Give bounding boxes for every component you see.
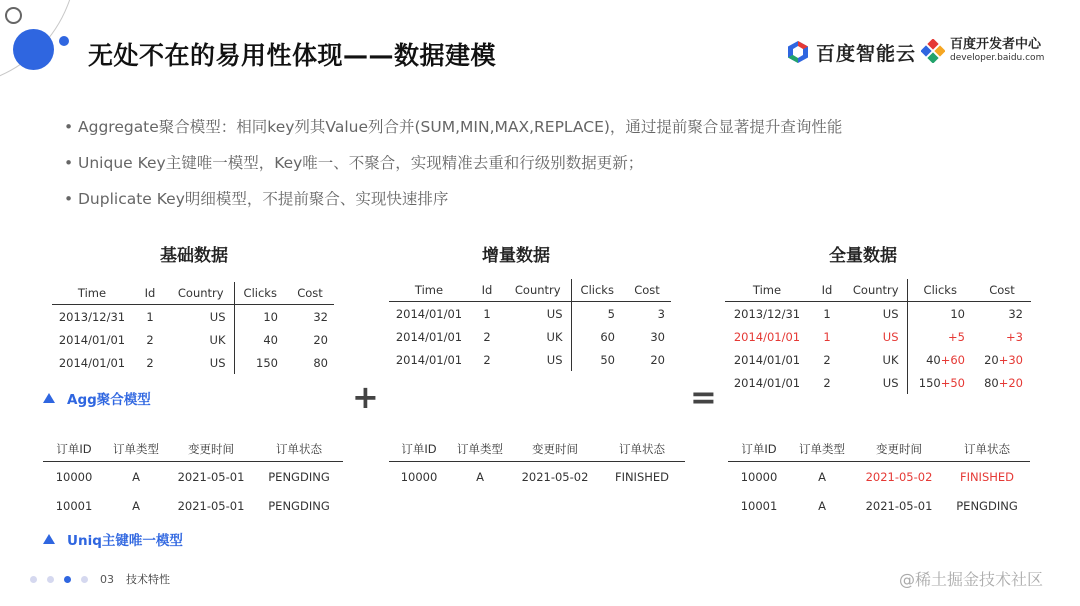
col-order-id: 订单ID [56,442,92,456]
cell-clicks: 40+60 [907,348,973,371]
uniq-model-label: Uniq主键唯一模型 [43,529,183,549]
cell-clicks: 40 [234,328,286,351]
cell-change-time: 2021-05-01 [177,498,245,513]
col-change-time: 变更时间 [188,442,234,456]
developer-logo-title: 百度开发者中心 [950,37,1042,52]
baidu-cloud-logo-icon [786,40,810,64]
cell-cost: 80+20 [984,375,1023,390]
col-id: Id [481,283,493,297]
table-row [52,305,334,329]
cell-cost: 32 [1008,306,1023,321]
cell-time: 2013/12/31 [58,309,126,324]
baidu-cloud-logo-text: 百度智能云 [816,42,917,65]
col-cost: Cost [989,283,1015,297]
cell-change-time: 2021-05-02 [521,469,589,484]
table-row [52,351,334,374]
cell-order-id: 10000 [740,469,778,484]
cell-country: US [209,355,226,370]
bullet-aggregate: • Aggregate聚合模型：相同key列其Value列合并(SUM,MIN,MAX,REPLACE)，通过提前聚合显著提升查询性能 [64,118,843,136]
col-order-type: 订单类型 [799,442,845,456]
cell-order-type: A [476,469,484,484]
cell-time: 2014/01/01 [395,306,463,321]
section-title-incremental: 增量数据 [482,246,550,266]
cell-cost: +3 [1006,329,1023,344]
table-row [389,302,671,326]
triangle-icon [43,393,55,403]
cell-cost: 80 [313,355,328,370]
cell-id: 2 [146,355,154,370]
col-order-type: 订单类型 [457,442,503,456]
cell-order-type: A [132,498,140,513]
col-cost: Cost [634,283,660,297]
cell-cost: 32 [313,309,328,324]
cell-cost: 20 [650,352,665,367]
cell-id: 1 [483,306,491,321]
cell-country: UK [882,352,899,367]
cell-cost: 20+30 [984,352,1023,367]
decorative-ring [5,7,22,24]
cell-order-type: A [818,469,826,484]
cell-order-id: 10000 [400,469,438,484]
decorative-dot-large [13,29,54,70]
cell-id: 1 [146,309,154,324]
plus-operator: + [352,378,379,416]
cell-id: 2 [823,352,831,367]
triangle-icon [43,534,55,544]
cell-country: US [882,329,899,344]
cell-clicks: 50 [571,348,623,371]
table-row [389,325,671,348]
uniq-full-table [728,437,1030,520]
cell-cost: 20 [313,332,328,347]
col-clicks: Clicks [907,279,973,302]
col-order-status: 订单状态 [619,442,665,456]
cell-order-id: 10001 [740,498,778,513]
agg-base-table [52,282,334,374]
cell-order-id: 10000 [55,469,93,484]
col-country: Country [177,286,224,300]
cell-time: 2013/12/31 [733,306,801,321]
page-number: 03 [100,572,114,586]
cell-clicks: 10 [234,305,286,329]
table-header-row [725,279,1031,302]
col-order-status: 订单状态 [964,442,1010,456]
cell-clicks: 150+50 [907,371,973,394]
cell-time: 2014/01/01 [733,375,801,390]
table-row [43,462,343,492]
cell-id: 1 [823,306,831,321]
table-header-row [52,282,334,305]
cell-time: 2014/01/01 [58,332,126,347]
col-change-time: 变更时间 [532,442,578,456]
table-row-highlighted [725,325,1031,348]
agg-full-table [725,279,1031,394]
baidu-developer-logo-icon [921,39,945,63]
cell-order-type: A [818,498,826,513]
uniq-incremental-table [389,437,685,491]
col-country: Country [514,283,561,297]
cell-country: UK [209,332,226,347]
cell-time: 2014/01/01 [733,329,801,344]
col-clicks: Clicks [234,282,286,305]
cell-order-status: PENGDING [268,469,330,484]
col-id: Id [821,283,833,297]
section-title-base: 基础数据 [160,246,228,266]
baidu-cloud-logo [786,38,916,66]
table-header-row [389,279,671,302]
cell-order-type: A [132,469,140,484]
table-header-row [728,437,1030,462]
bullet-duplicate: • Duplicate Key明细模型，不提前聚合、实现快速排序 [64,190,449,208]
cell-clicks: 150 [234,351,286,374]
baidu-developer-logo [921,38,1044,64]
page-dot-active [64,576,71,583]
slide-title: 无处不在的易用性体现——数据建模 [88,41,497,70]
col-time: Time [77,286,107,300]
table-row [725,348,1031,371]
bullet-unique: • Unique Key主键唯一模型，Key唯一、不聚合，实现精准去重和行级别数据更新； [64,154,644,172]
cell-order-id: 10001 [55,498,93,513]
cell-order-status: FINISHED [614,469,670,484]
page-dot [47,576,54,583]
col-order-id: 订单ID [401,442,437,456]
cell-time: 2014/01/01 [733,352,801,367]
cell-id: 2 [823,375,831,390]
table-row [52,328,334,351]
cell-country: US [209,309,226,324]
cell-time: 2014/01/01 [58,355,126,370]
equals-operator: = [690,378,717,416]
col-change-time: 变更时间 [876,442,922,456]
cell-id: 2 [146,332,154,347]
cell-time: 2014/01/01 [395,329,463,344]
cell-order-status: FINISHED [959,469,1015,484]
cell-country: US [546,306,563,321]
section-title-full: 全量数据 [829,246,897,266]
page-dot [81,576,88,583]
section-name: 技术特性 [126,573,170,586]
table-header-row [43,437,343,462]
cell-change-time: 2021-05-01 [865,498,933,513]
cell-change-time: 2021-05-02 [865,469,933,484]
cell-country: US [882,306,899,321]
uniq-base-table [43,437,343,520]
table-header-row [389,437,685,462]
cell-order-status: PENGDING [268,498,330,513]
cell-change-time: 2021-05-01 [177,469,245,484]
col-id: Id [144,286,156,300]
col-time: Time [752,283,782,297]
slide-footer [30,571,170,587]
cell-time: 2014/01/01 [395,352,463,367]
table-row [725,302,1031,326]
cell-cost: 3 [657,306,665,321]
agg-incremental-table [389,279,671,371]
table-row [728,462,1030,492]
cell-clicks: +5 [907,325,973,348]
col-order-status: 订单状态 [276,442,322,456]
cell-country: US [546,352,563,367]
cell-id: 1 [823,329,831,344]
decorative-dot-small [59,36,69,46]
table-row [728,491,1030,520]
watermark: @稀土掘金技术社区 [899,570,1044,589]
cell-cost: 30 [650,329,665,344]
col-country: Country [852,283,899,297]
col-order-id: 订单ID [741,442,777,456]
table-row [43,491,343,520]
agg-model-label: Agg聚合模型 [43,388,151,408]
col-clicks: Clicks [571,279,623,302]
cell-country: US [882,375,899,390]
table-row [725,371,1031,394]
cell-order-status: PENGDING [956,498,1018,513]
col-time: Time [414,283,444,297]
col-order-type: 订单类型 [113,442,159,456]
cell-clicks: 5 [571,302,623,326]
col-cost: Cost [297,286,323,300]
cell-clicks: 60 [571,325,623,348]
table-row [389,462,685,492]
cell-id: 2 [483,352,491,367]
cell-country: UK [546,329,563,344]
table-row [389,348,671,371]
page-dot [30,576,37,583]
developer-logo-url: developer.baidu.com [950,53,1045,63]
cell-id: 2 [483,329,491,344]
cell-clicks: 10 [907,302,973,326]
